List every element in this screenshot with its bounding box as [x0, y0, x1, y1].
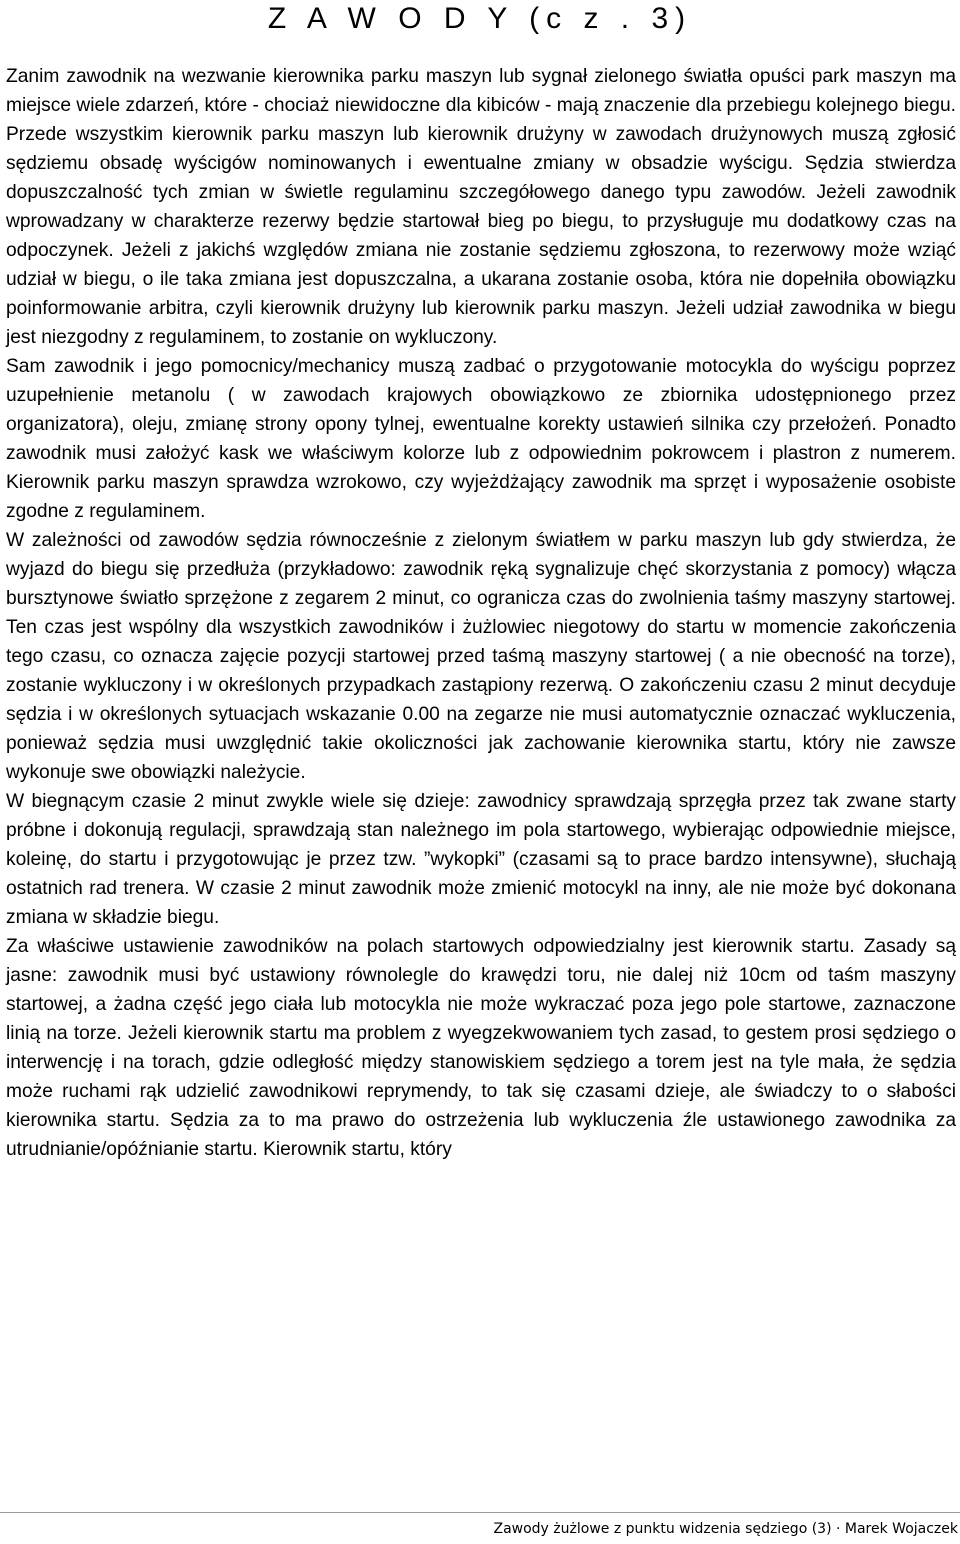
paragraph-5: Za właściwe ustawienie zawodników na polach startowych odpowiedzialny jest kierownik startu. Zasady są jasne: zawodnik musi być ustawiony równolegle do krawędzi toru, nie dalej niż 10cm od taśm maszyny startowej, a żadna część jego ciała lub motocykla nie może wykraczać poza jego pole startowe, zaznaczone linią na torze. Jeżeli kierownik startu ma problem z wyegzekwowaniem tych zasad, to gestem prosi sędziego o interwencję i na torach, gdzie odległość między stanowiskiem sędziego a torem jest na tyle mała, że sędzia może ruchami rąk udzielić zawodnikowi reprymendy, to tak się czasami dzieje, ale świadczy to o słabości kierownika startu. Sędzia za to ma prawo do ostrzeżenia lub wykluczenia źle ustawionego zawodnika za utrudnianie/opóźnianie startu. Kierownik startu, który: [6, 936, 956, 1160]
paragraph-3: W zależności od zawodów sędzia równocześnie z zielonym światłem w parku maszyn lub gdy stwierdza, że wyjazd do biegu się przedłuża (przykładowo: zawodnik ręką sygnalizuje chęć skorzystania z pomocy) włącza bursztynowe światło sprzężone z zegarem 2 minut, co ogranicza czas do zwolnienia taśmy maszyny startowej. Ten czas jest wspólny dla wszystkich zawodników i żużlowiec niegotowy do startu w momencie zakończenia tego czasu, co oznacza zajęcie pozycji startowej przed taśmą maszyny startowej ( a nie obecność na torze), zostanie wykluczony i w określonych przypadkach zastąpiony rezerwą. O zakończeniu czasu 2 minut decyduje sędzia i w określonych sytuacjach wskazanie 0.00 na zegarze nie musi automatycznie oznaczać wykluczenia, ponieważ sędzia musi uwzględnić takie okoliczności jak zachowanie kierownika startu, który nie zawsze wykonuje swe obowiązki należycie.: [6, 530, 956, 783]
paragraph-1: Zanim zawodnik na wezwanie kierownika parku maszyn lub sygnał zielonego światła opuści park maszyn ma miejsce wiele zdarzeń, które - chociaż niewidoczne dla kibiców - mają znaczenie dla przebiegu kolejnego biegu. Przede wszystkim kierownik parku maszyn lub kierownik drużyny w zawodach drużynowych muszą zgłosić sędziemu obsadę wyścigów nominowanych i ewentualne zmiany w obsadzie wyścigu. Sędzia stwierdza dopuszczalność tych zmian w świetle regulaminu szczegółowego danego typu zawodów. Jeżeli zawodnik wprowadzany w charakterze rezerwy będzie startował bieg po biegu, to przysługuje mu dodatkowy czas na odpoczynek. Jeżeli z jakichś względów zmiana nie zostanie sędziemu zgłoszona, to rezerwowy może wziąć udział w biegu, o ile taka zmiana jest dopuszczalna, a ukarana zostanie osoba, która nie dopełniła obowiązku poinformowanie arbitra, czyli kierownik drużyny lub kierownik parku maszyn. Jeżeli udział zawodnika w biegu jest niezgodny z regulaminem, to zostanie on wykluczony.: [6, 66, 956, 348]
paragraph-4: W biegnącym czasie 2 minut zwykle wiele się dzieje: zawodnicy sprawdzają sprzęgła przez tak zwane starty próbne i dokonują regulacji, sprawdzają stan należnego im pola startowego, wybierając odpowiednie miejsce, koleinę, do startu i przygotowując je przez tzw. ”wykopki” (czasami są to prace bardzo intensywne), słuchają ostatnich rad trenera. W czasie 2 minut zawodnik może zmienić motocykl na inny, ale nie może być dokonana zmiana w składzie biegu.: [6, 791, 956, 928]
page-footer: Zawody żużlowe z punktu widzenia sędziego (3) · Marek Wojaczek: [493, 1521, 958, 1537]
page-title: Z A W O D Y (c z . 3): [267, 2, 693, 35]
document-body: [6, 62, 956, 1164]
footer-divider: [0, 1512, 960, 1513]
paragraph-2: Sam zawodnik i jego pomocnicy/mechanicy muszą zadbać o przygotowanie motocykla do wyścigu poprzez uzupełnienie metanolu ( w zawodach krajowych obowiązkowo ze zbiornika udostępnionego przez organizatora), oleju, zmianę strony opony tylnej, ewentualne korekty ustawień silnika czy przełożeń. Ponadto zawodnik musi założyć kask we właściwym kolorze lub z odpowiednim pokrowcem i plastron z numerem. Kierownik parku maszyn sprawdza wzrokowo, czy wyjeżdżający zawodnik ma sprzęt i wyposażenie osobiste zgodne z regulaminem.: [6, 356, 956, 522]
